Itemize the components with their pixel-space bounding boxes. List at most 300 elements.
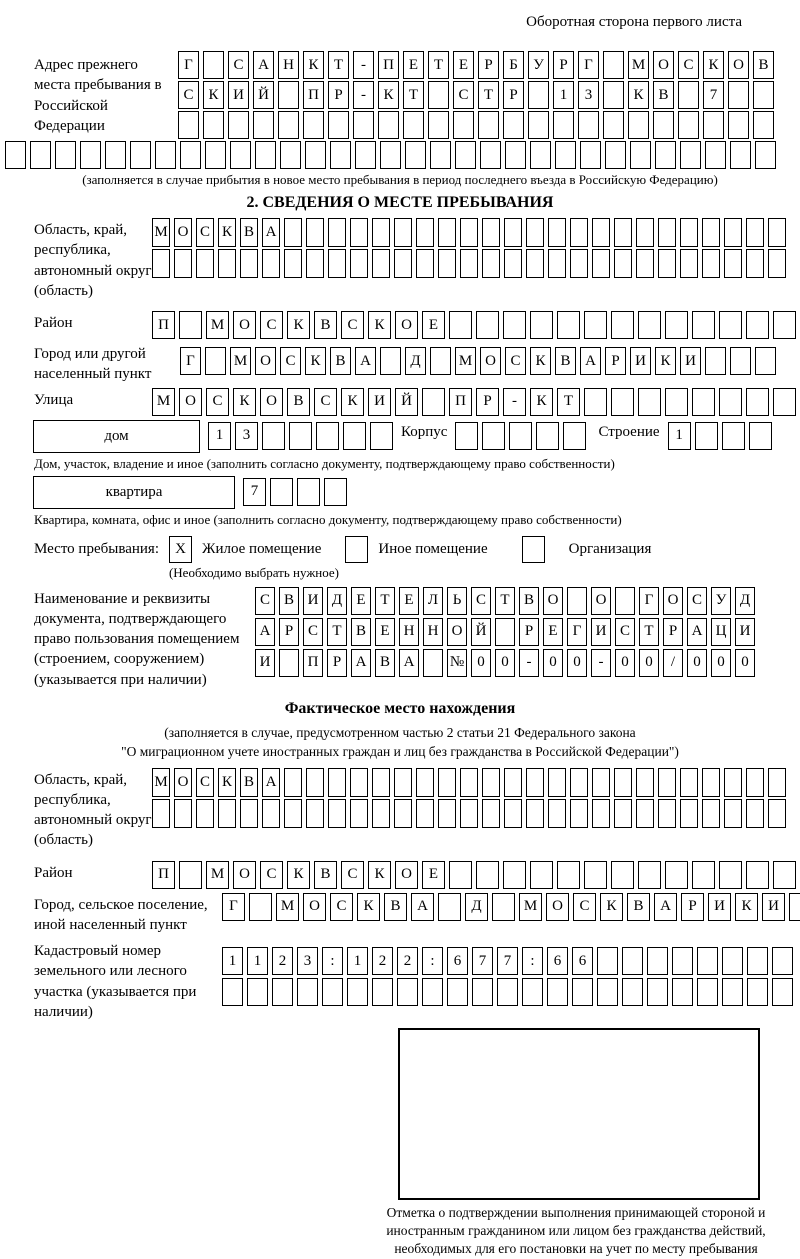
- char-box: [503, 111, 524, 139]
- char-box: [174, 799, 192, 828]
- char-box: [680, 249, 698, 278]
- char-box: Г: [180, 347, 201, 375]
- char-box: [747, 947, 768, 975]
- char-box: Р: [327, 649, 347, 677]
- stay-option-checkbox-organization: [522, 536, 545, 563]
- char-box: М: [519, 893, 542, 921]
- char-box: -: [503, 388, 526, 416]
- district-block: [34, 311, 790, 339]
- char-box: [680, 218, 698, 247]
- char-box: [509, 422, 532, 450]
- char-box: [789, 893, 800, 921]
- char-box: [196, 799, 214, 828]
- char-box: [306, 768, 324, 797]
- document-label: Наименование и реквизиты документа, подтверждающего право пользования помещением (строением, сооружением) (указывается при наличии): [34, 590, 240, 688]
- char-box: [378, 111, 399, 139]
- stroenie-label: Строение: [598, 423, 660, 440]
- char-box: [343, 422, 366, 450]
- char-box: [278, 81, 299, 109]
- char-box: [746, 799, 764, 828]
- char-box: [719, 388, 742, 416]
- char-box: [730, 141, 751, 169]
- char-box: [449, 311, 472, 339]
- char-box: О: [174, 218, 192, 247]
- char-box: И: [762, 893, 785, 921]
- region-row-2: [152, 249, 786, 278]
- char-box: [272, 978, 293, 1006]
- char-box: Р: [681, 893, 704, 921]
- char-box: Т: [428, 51, 449, 79]
- char-box: [350, 768, 368, 797]
- char-box: 0: [735, 649, 755, 677]
- char-box: :: [522, 947, 543, 975]
- char-box: [372, 218, 390, 247]
- char-box: 6: [447, 947, 468, 975]
- char-box: С: [330, 893, 353, 921]
- char-box: Ь: [447, 587, 467, 615]
- prev-address-block: [34, 51, 790, 139]
- char-box: К: [530, 347, 551, 375]
- char-box: В: [351, 618, 371, 646]
- char-box: [253, 111, 274, 139]
- char-box: [403, 111, 424, 139]
- char-box: [584, 861, 607, 889]
- char-box: [578, 111, 599, 139]
- char-box: [152, 249, 170, 278]
- char-box: О: [663, 587, 683, 615]
- char-box: [460, 768, 478, 797]
- char-box: [628, 111, 649, 139]
- char-box: К: [600, 893, 623, 921]
- char-box: [430, 141, 451, 169]
- char-box: У: [528, 51, 549, 79]
- char-box: К: [655, 347, 676, 375]
- char-box: [247, 978, 268, 1006]
- apartment-type-box: квартира: [33, 476, 235, 509]
- char-box: [728, 111, 749, 139]
- char-box: [603, 81, 624, 109]
- char-box: [655, 141, 676, 169]
- char-box: [526, 799, 544, 828]
- char-box: [438, 768, 456, 797]
- char-box: П: [152, 311, 175, 339]
- char-box: [284, 799, 302, 828]
- char-box: [394, 768, 412, 797]
- stay-option-label-residential: Жилое помещение: [202, 540, 322, 557]
- char-box: [580, 141, 601, 169]
- char-box: [322, 978, 343, 1006]
- char-box: Р: [519, 618, 539, 646]
- apartment-cells: [243, 478, 347, 506]
- char-box: [270, 478, 293, 506]
- char-box: И: [368, 388, 391, 416]
- char-box: [505, 141, 526, 169]
- char-box: Р: [605, 347, 626, 375]
- char-box: [284, 249, 302, 278]
- char-box: [658, 249, 676, 278]
- char-box: [530, 311, 553, 339]
- char-box: М: [152, 768, 170, 797]
- char-box: В: [519, 587, 539, 615]
- char-box: [328, 111, 349, 139]
- char-box: [262, 799, 280, 828]
- char-box: [722, 947, 743, 975]
- char-box: С: [260, 861, 283, 889]
- char-box: [665, 388, 688, 416]
- char-box: [449, 861, 472, 889]
- char-box: С: [260, 311, 283, 339]
- char-box: [672, 978, 693, 1006]
- char-box: Ц: [711, 618, 731, 646]
- char-box: 7: [497, 947, 518, 975]
- char-box: Е: [422, 311, 445, 339]
- char-box: [746, 388, 769, 416]
- char-box: [570, 799, 588, 828]
- char-box: [553, 111, 574, 139]
- char-box: [478, 111, 499, 139]
- char-box: К: [218, 218, 236, 247]
- char-box: [768, 218, 786, 247]
- actual-region-row-1: [152, 768, 786, 797]
- char-box: [702, 249, 720, 278]
- char-box: 0: [615, 649, 635, 677]
- char-box: [80, 141, 101, 169]
- char-box: Т: [403, 81, 424, 109]
- char-box: [179, 861, 202, 889]
- char-box: 0: [471, 649, 491, 677]
- char-box: С: [303, 618, 323, 646]
- char-box: [423, 649, 443, 677]
- char-box: [482, 218, 500, 247]
- char-box: [305, 141, 326, 169]
- char-box: [603, 51, 624, 79]
- char-box: [394, 218, 412, 247]
- char-box: [289, 422, 312, 450]
- char-box: С: [228, 51, 249, 79]
- char-box: 1: [347, 947, 368, 975]
- char-box: [773, 311, 796, 339]
- char-box: М: [628, 51, 649, 79]
- char-box: [611, 311, 634, 339]
- char-box: Р: [328, 81, 349, 109]
- char-box: [372, 978, 393, 1006]
- char-box: В: [314, 861, 337, 889]
- char-box: [597, 978, 618, 1006]
- char-box: -: [591, 649, 611, 677]
- char-box: [719, 311, 742, 339]
- char-box: Р: [663, 618, 683, 646]
- char-box: [476, 861, 499, 889]
- char-box: 2: [372, 947, 393, 975]
- char-box: Г: [222, 893, 245, 921]
- char-box: [658, 768, 676, 797]
- char-box: В: [555, 347, 576, 375]
- stay-option-checkbox-residential: X: [169, 536, 192, 563]
- char-box: [372, 249, 390, 278]
- char-box: 1: [222, 947, 243, 975]
- char-box: К: [203, 81, 224, 109]
- char-box: [330, 141, 351, 169]
- char-box: [492, 893, 515, 921]
- char-box: [636, 768, 654, 797]
- char-box: 0: [711, 649, 731, 677]
- char-box: С: [341, 311, 364, 339]
- stay-place-caption: (Необходимо выбрать нужное): [168, 564, 340, 580]
- char-box: [240, 799, 258, 828]
- char-box: О: [728, 51, 749, 79]
- char-box: [504, 799, 522, 828]
- char-box: [353, 111, 374, 139]
- char-box: И: [228, 81, 249, 109]
- char-box: [611, 861, 634, 889]
- char-box: В: [240, 768, 258, 797]
- char-box: [605, 141, 626, 169]
- char-box: Е: [403, 51, 424, 79]
- stay-place-block: [34, 536, 790, 563]
- char-box: [394, 249, 412, 278]
- char-box: [503, 311, 526, 339]
- char-box: М: [230, 347, 251, 375]
- char-box: И: [591, 618, 611, 646]
- char-box: [773, 388, 796, 416]
- char-box: [592, 218, 610, 247]
- actual-district-row: [152, 861, 796, 889]
- char-box: Г: [567, 618, 587, 646]
- house-caption: Дом, участок, владение и иное (заполнить согласно документу, подтверждающему право собственности): [34, 455, 615, 471]
- char-box: [355, 141, 376, 169]
- char-box: 3: [297, 947, 318, 975]
- char-box: [705, 141, 726, 169]
- char-box: [692, 861, 715, 889]
- char-box: Р: [279, 618, 299, 646]
- char-box: [328, 799, 346, 828]
- city-label: Город или другой населенный пункт: [34, 346, 152, 383]
- char-box: [614, 768, 632, 797]
- char-box: А: [262, 768, 280, 797]
- char-box: Й: [253, 81, 274, 109]
- document-block: [34, 587, 790, 690]
- char-box: [636, 249, 654, 278]
- char-box: [372, 799, 390, 828]
- char-box: [397, 978, 418, 1006]
- char-box: [306, 249, 324, 278]
- apartment-block: [33, 476, 790, 509]
- char-box: [584, 388, 607, 416]
- char-box: [528, 81, 549, 109]
- char-box: [476, 311, 499, 339]
- house-type-box: дом: [33, 420, 200, 453]
- char-box: [350, 218, 368, 247]
- char-box: Т: [639, 618, 659, 646]
- char-box: [218, 249, 236, 278]
- char-box: К: [357, 893, 380, 921]
- char-box: Е: [399, 587, 419, 615]
- char-box: В: [240, 218, 258, 247]
- char-box: Й: [395, 388, 418, 416]
- char-box: К: [530, 388, 553, 416]
- char-box: [180, 141, 201, 169]
- char-box: [570, 249, 588, 278]
- char-box: Д: [465, 893, 488, 921]
- char-box: [678, 111, 699, 139]
- char-box: [497, 978, 518, 1006]
- char-box: [614, 218, 632, 247]
- char-box: С: [314, 388, 337, 416]
- char-box: [347, 978, 368, 1006]
- char-box: [755, 347, 776, 375]
- char-box: С: [196, 768, 214, 797]
- char-box: Г: [639, 587, 659, 615]
- char-box: [284, 768, 302, 797]
- actual-city-label: Город, сельское поселение, иной населенный пункт: [34, 896, 208, 933]
- district-label: Район: [34, 315, 73, 331]
- char-box: :: [322, 947, 343, 975]
- char-box: №: [447, 649, 467, 677]
- char-box: [773, 861, 796, 889]
- char-box: [665, 311, 688, 339]
- char-box: Т: [328, 51, 349, 79]
- char-box: [278, 111, 299, 139]
- char-box: О: [395, 861, 418, 889]
- char-box: [724, 249, 742, 278]
- char-box: 0: [495, 649, 515, 677]
- char-box: О: [233, 311, 256, 339]
- char-box: [249, 893, 272, 921]
- char-box: [482, 799, 500, 828]
- char-box: [455, 141, 476, 169]
- char-box: [603, 111, 624, 139]
- char-box: [306, 799, 324, 828]
- char-box: С: [196, 218, 214, 247]
- char-box: К: [378, 81, 399, 109]
- char-box: [416, 249, 434, 278]
- char-box: О: [255, 347, 276, 375]
- char-box: [722, 978, 743, 1006]
- char-box: [724, 218, 742, 247]
- char-box: [280, 141, 301, 169]
- char-box: [570, 218, 588, 247]
- char-box: К: [368, 861, 391, 889]
- char-box: А: [411, 893, 434, 921]
- char-box: Е: [422, 861, 445, 889]
- stay-place-label: Место пребывания:: [34, 540, 159, 557]
- region-row-1: [152, 218, 786, 247]
- char-box: О: [543, 587, 563, 615]
- char-box: К: [218, 768, 236, 797]
- char-box: [303, 111, 324, 139]
- char-box: [526, 249, 544, 278]
- char-box: [630, 141, 651, 169]
- char-box: 0: [687, 649, 707, 677]
- actual-region-row-2: [152, 799, 786, 828]
- char-box: Т: [478, 81, 499, 109]
- char-box: [328, 218, 346, 247]
- char-box: [768, 768, 786, 797]
- char-box: 6: [547, 947, 568, 975]
- char-box: [768, 799, 786, 828]
- char-box: М: [152, 218, 170, 247]
- actual-district-label: Район: [34, 864, 73, 881]
- char-box: Р: [476, 388, 499, 416]
- char-box: Д: [327, 587, 347, 615]
- char-box: С: [615, 618, 635, 646]
- char-box: [622, 978, 643, 1006]
- char-box: [772, 978, 793, 1006]
- region-label: Область, край, республика, автономный округ (область): [34, 222, 152, 299]
- street-block: [34, 388, 790, 416]
- char-box: [416, 799, 434, 828]
- char-box: [504, 218, 522, 247]
- char-box: О: [546, 893, 569, 921]
- char-box: [503, 861, 526, 889]
- char-box: 1: [668, 422, 691, 450]
- char-box: -: [353, 51, 374, 79]
- char-box: [255, 141, 276, 169]
- char-box: К: [735, 893, 758, 921]
- char-box: [548, 249, 566, 278]
- char-box: [430, 347, 451, 375]
- prev-address-row-3: [178, 111, 774, 139]
- char-box: А: [654, 893, 677, 921]
- char-box: О: [395, 311, 418, 339]
- char-box: [178, 111, 199, 139]
- char-box: [557, 311, 580, 339]
- char-box: [678, 81, 699, 109]
- document-row-3: [255, 649, 755, 677]
- char-box: 6: [572, 947, 593, 975]
- char-box: Р: [478, 51, 499, 79]
- char-box: В: [314, 311, 337, 339]
- char-box: [482, 422, 505, 450]
- char-box: Е: [543, 618, 563, 646]
- char-box: [746, 218, 764, 247]
- char-box: [768, 249, 786, 278]
- district-row: [152, 311, 796, 339]
- char-box: [205, 347, 226, 375]
- char-box: П: [303, 649, 323, 677]
- region-block: [34, 218, 790, 301]
- char-box: М: [152, 388, 175, 416]
- char-box: О: [447, 618, 467, 646]
- char-box: [636, 218, 654, 247]
- char-box: [570, 768, 588, 797]
- char-box: Н: [278, 51, 299, 79]
- char-box: [584, 311, 607, 339]
- char-box: [203, 51, 224, 79]
- char-box: К: [703, 51, 724, 79]
- char-box: [658, 218, 676, 247]
- char-box: [460, 249, 478, 278]
- char-box: [592, 249, 610, 278]
- char-box: [567, 587, 587, 615]
- char-box: К: [305, 347, 326, 375]
- char-box: Л: [423, 587, 443, 615]
- char-box: [665, 861, 688, 889]
- char-box: С: [341, 861, 364, 889]
- char-box: [297, 978, 318, 1006]
- char-box: [526, 768, 544, 797]
- actual-region-label: Область, край, республика, автономный округ (область): [34, 771, 152, 849]
- char-box: Н: [423, 618, 443, 646]
- char-box: И: [680, 347, 701, 375]
- char-box: [438, 249, 456, 278]
- char-box: А: [253, 51, 274, 79]
- char-box: [749, 422, 772, 450]
- char-box: [350, 799, 368, 828]
- char-box: [394, 799, 412, 828]
- char-box: [680, 768, 698, 797]
- cadastral-row-1: [222, 947, 793, 975]
